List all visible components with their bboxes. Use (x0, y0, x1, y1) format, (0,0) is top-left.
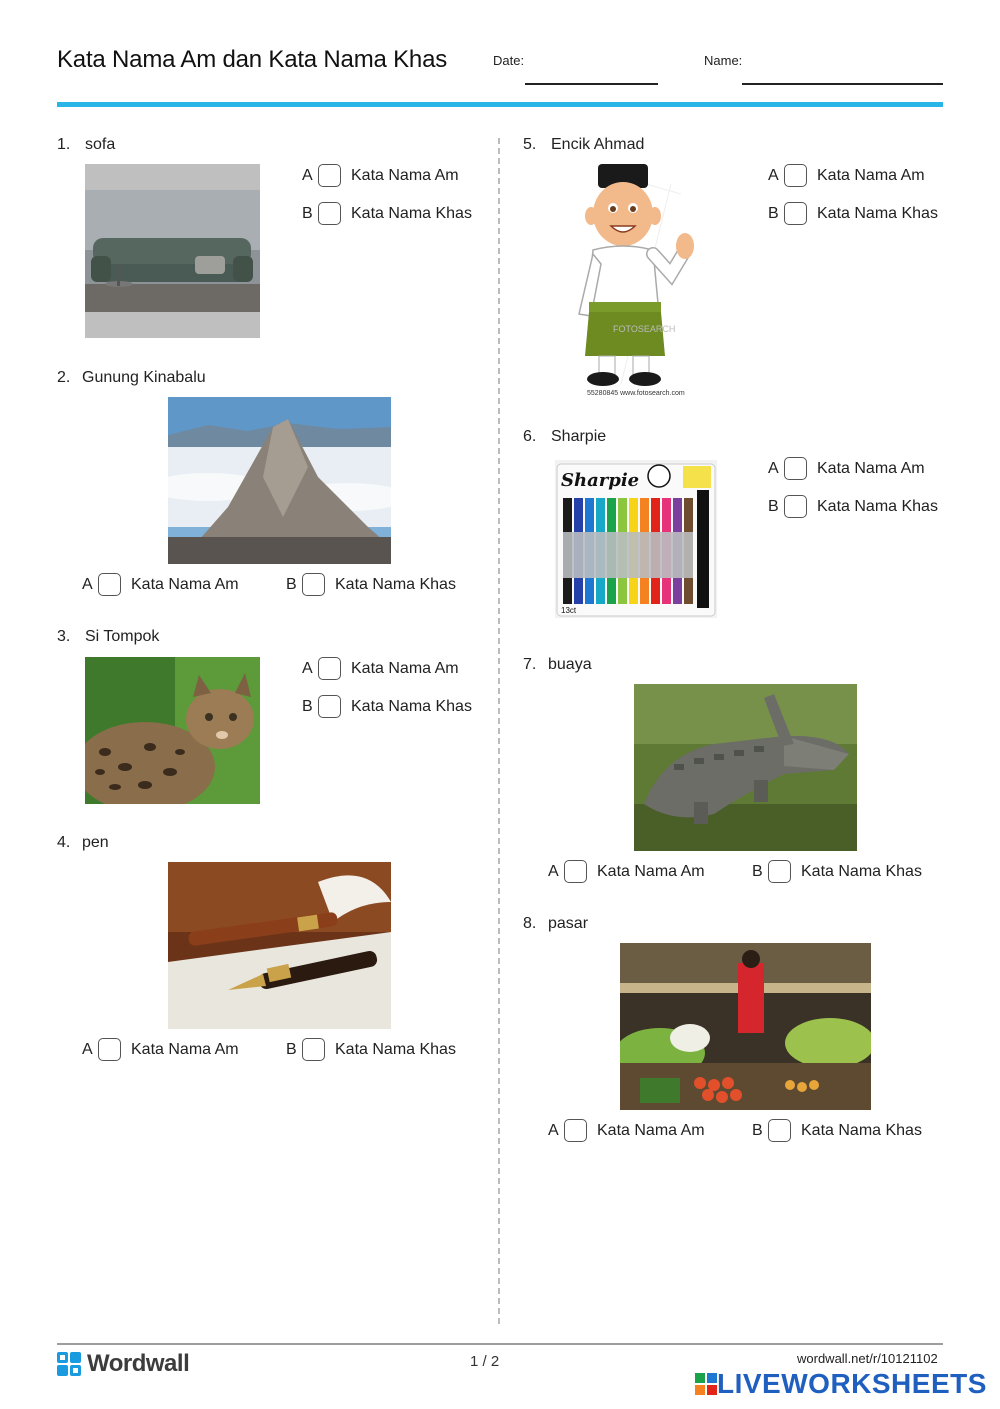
option-label: Kata Nama Am (597, 862, 705, 880)
option-label: Kata Nama Khas (335, 1040, 456, 1058)
checkbox[interactable] (302, 573, 325, 596)
option-letter: B (302, 697, 313, 715)
option-label: Kata Nama Am (351, 166, 459, 184)
option-letter: A (768, 459, 779, 477)
option-letter: A (82, 1040, 93, 1058)
checkbox[interactable] (318, 164, 341, 187)
option-b[interactable] (768, 202, 938, 225)
checkbox[interactable] (784, 164, 807, 187)
question-number: 6. (523, 428, 537, 445)
option-b[interactable] (286, 1038, 456, 1061)
option-a[interactable] (548, 1119, 705, 1142)
footer-rule (57, 1343, 943, 1345)
question-number: 5. (523, 136, 537, 153)
option-label: Kata Nama Am (131, 575, 239, 593)
question-word: Gunung Kinabalu (82, 369, 206, 386)
option-letter: A (548, 1121, 559, 1139)
liveworksheets-brand-text: LIVEWORKSHEETS (717, 1368, 987, 1399)
option-label: Kata Nama Am (131, 1040, 239, 1058)
option-letter: B (302, 204, 313, 222)
option-label: Kata Nama Am (597, 1121, 705, 1139)
date-label: Date: (493, 53, 525, 68)
option-label: Kata Nama Khas (817, 497, 938, 515)
option-b[interactable] (286, 573, 456, 596)
liveworksheets-grid-icon (695, 1373, 717, 1395)
header-rule (57, 102, 943, 107)
checkbox[interactable] (318, 657, 341, 680)
option-letter: B (752, 1121, 763, 1139)
sharpie-markers-photo (555, 460, 717, 618)
option-label: Kata Nama Khas (351, 204, 472, 222)
option-label: Kata Nama Khas (351, 697, 472, 715)
question-number: 2. (57, 369, 71, 386)
question-word: Si Tompok (85, 628, 160, 645)
checkbox[interactable] (768, 860, 791, 883)
question-word: buaya (548, 656, 592, 673)
checkbox[interactable] (98, 573, 121, 596)
question-word: pasar (548, 915, 589, 932)
checkbox[interactable] (768, 1119, 791, 1142)
option-a[interactable] (768, 164, 925, 187)
wordwall-logo[interactable] (57, 1350, 189, 1378)
name-label: Name: (704, 53, 743, 68)
option-label: Kata Nama Am (817, 166, 925, 184)
question-number: 3. (57, 628, 71, 645)
option-letter: A (548, 862, 559, 880)
checkbox[interactable] (318, 695, 341, 718)
option-a[interactable] (302, 164, 459, 187)
question-word: Sharpie (551, 428, 607, 445)
page-number: 1 / 2 (470, 1353, 500, 1370)
column-divider (498, 138, 500, 1324)
question-number: 4. (57, 834, 71, 851)
option-letter: A (82, 575, 93, 593)
wild-cat-photo (85, 657, 260, 804)
checkbox[interactable] (98, 1038, 121, 1061)
sharpie-count-text: 13ct (561, 606, 577, 615)
checkbox[interactable] (564, 860, 587, 883)
option-letter: B (768, 497, 779, 515)
option-label: Kata Nama Am (817, 459, 925, 477)
checkbox[interactable] (784, 495, 807, 518)
liveworksheets-logo[interactable] (695, 1368, 987, 1400)
option-label: Kata Nama Am (351, 659, 459, 677)
date-field[interactable] (525, 83, 658, 85)
question-number: 7. (523, 656, 537, 673)
option-letter: A (768, 166, 779, 184)
option-b[interactable] (302, 695, 472, 718)
checkbox[interactable] (302, 1038, 325, 1061)
checkbox[interactable] (564, 1119, 587, 1142)
mountain-photo (168, 397, 391, 564)
question-word: pen (82, 834, 109, 851)
checkbox[interactable] (318, 202, 341, 225)
wordwall-grid-icon (57, 1352, 81, 1376)
worksheet-title: Kata Nama Am dan Kata Nama Khas (57, 46, 448, 73)
question-word: sofa (85, 136, 116, 153)
checkbox[interactable] (784, 202, 807, 225)
sofa-photo (85, 164, 260, 338)
fotosearch-watermark: FOTOSEARCH (613, 324, 676, 334)
option-letter: A (302, 166, 313, 184)
checkbox[interactable] (784, 457, 807, 480)
name-field[interactable] (742, 83, 943, 85)
option-letter: B (286, 575, 297, 593)
crocodile-photo (634, 684, 857, 851)
option-label: Kata Nama Khas (817, 204, 938, 222)
option-b[interactable] (768, 495, 938, 518)
option-a[interactable] (302, 657, 459, 680)
wordwall-brand-text: Wordwall (87, 1350, 190, 1377)
option-letter: B (752, 862, 763, 880)
sharpie-brand-text: Sharpie (561, 470, 640, 491)
fountain-pen-photo (168, 862, 391, 1029)
question-number: 1. (57, 136, 71, 153)
worksheet-url[interactable]: wordwall.net/r/10121102 (797, 1351, 938, 1366)
stock-id-caption: 55280845 www.fotosearch.com (587, 390, 685, 397)
option-letter: B (286, 1040, 297, 1058)
option-a[interactable] (82, 573, 239, 596)
option-a[interactable] (768, 457, 925, 480)
option-letter: A (302, 659, 313, 677)
option-b[interactable] (752, 1119, 922, 1142)
option-a[interactable] (82, 1038, 239, 1061)
option-label: Kata Nama Khas (801, 862, 922, 880)
option-b[interactable] (302, 202, 472, 225)
option-b[interactable] (752, 860, 922, 883)
option-label: Kata Nama Khas (335, 575, 456, 593)
option-letter: B (768, 204, 779, 222)
option-label: Kata Nama Khas (801, 1121, 922, 1139)
cartoon-man-illustration (551, 164, 726, 398)
question-word: Encik Ahmad (551, 136, 645, 153)
option-a[interactable] (548, 860, 705, 883)
question-number: 8. (523, 915, 537, 932)
market-photo (620, 943, 871, 1110)
